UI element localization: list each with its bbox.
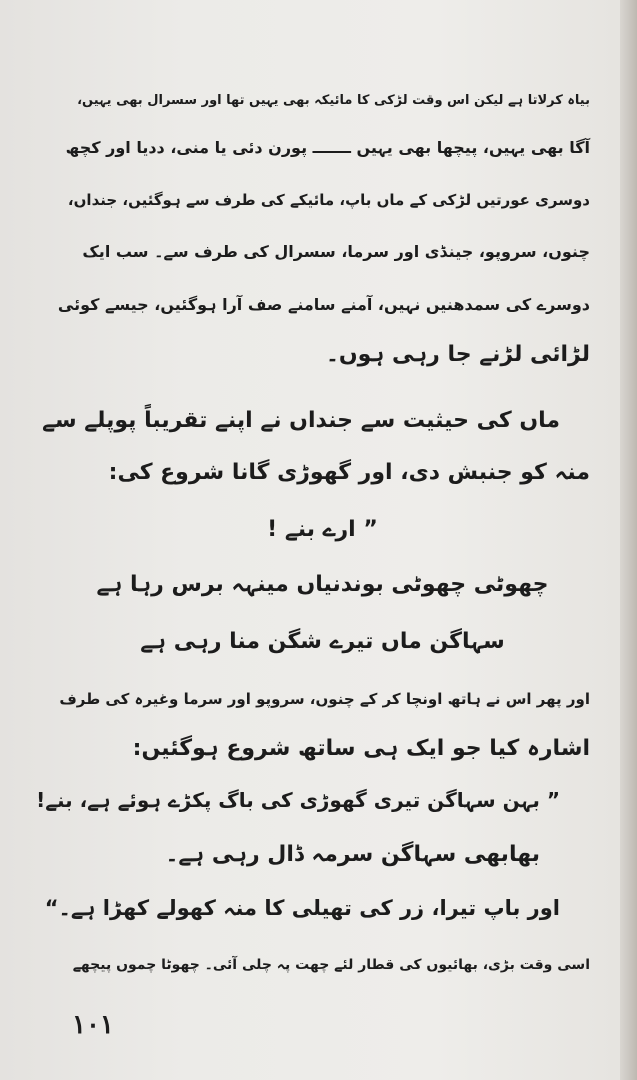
- text-line-1: بیاہ کرلاتا ہے لیکن اس وقت لڑکی کا مائیکہ بھی یہیں تھا اور سسرال بھی یہیں،: [77, 93, 590, 108]
- text-line-5: دوسرے کی سمدھنیں نہیں، آمنے سامنے صف آرا ہوگئیں، جیسے کوئی: [57, 295, 590, 314]
- verse-line-6: اور باپ تیرا، زر کی تھیلی کا منہ کھولے کھڑا ہے۔“: [44, 896, 560, 920]
- verse-line-5: بھابھی سہاگن سرمہ ڈال رہی ہے۔: [165, 842, 540, 867]
- text-line-4: چنوں، سروپو، جینڈی اور سرما، سسرال کی طرف سے۔ سب ایک: [82, 242, 590, 261]
- text-line-7: ماں کی حیثیت سے جنداں نے اپنے تقریباً پوپلے سے: [42, 408, 560, 433]
- text-line-3: دوسری عورتیں لڑکی کے ماں باپ، مائیکے کی طرف سے ہوگئیں، جنداں،: [67, 191, 590, 209]
- page-number: ١٠١: [72, 1010, 114, 1040]
- text-line-8: منہ کو جنبش دی، اور گھوڑی گانا شروع کی:: [108, 460, 590, 485]
- text-line-9: اور پھر اس نے ہاتھ اونچا کر کے چنوں، سروپو اور سرما وغیرہ کی طرف: [59, 690, 590, 708]
- verse-line-4: ” بہن سہاگن تیری گھوڑی کی باگ پکڑے ہوئے ہے، بنے!: [36, 788, 560, 812]
- text-line-10: اشارہ کیا جو ایک ہی ساتھ شروع ہوگئیں:: [132, 736, 590, 761]
- book-spine-edge: [620, 0, 637, 1080]
- text-line-11: اسی وقت بڑی، بھائیوں کی قطار لئے چھت پہ چلی آئی۔ چھوٹا چموں پیچھے: [72, 957, 590, 973]
- text-line-2: آگا بھی یہیں، پیچھا بھی یہیں ـــــــ پورن دئی یا منی، ددیا اور کچھ: [65, 138, 590, 157]
- verse-line-2: چھوٹی چھوٹی بوندنیاں مینہہ برس رہا ہے: [96, 572, 549, 597]
- verse-line-1: ” ارے بنے !: [267, 517, 378, 542]
- verse-line-3: سہاگن ماں تیرے شگن منا رہی ہے: [140, 629, 505, 654]
- text-line-6: لڑائی لڑنے جا رہی ہوں۔: [325, 342, 590, 367]
